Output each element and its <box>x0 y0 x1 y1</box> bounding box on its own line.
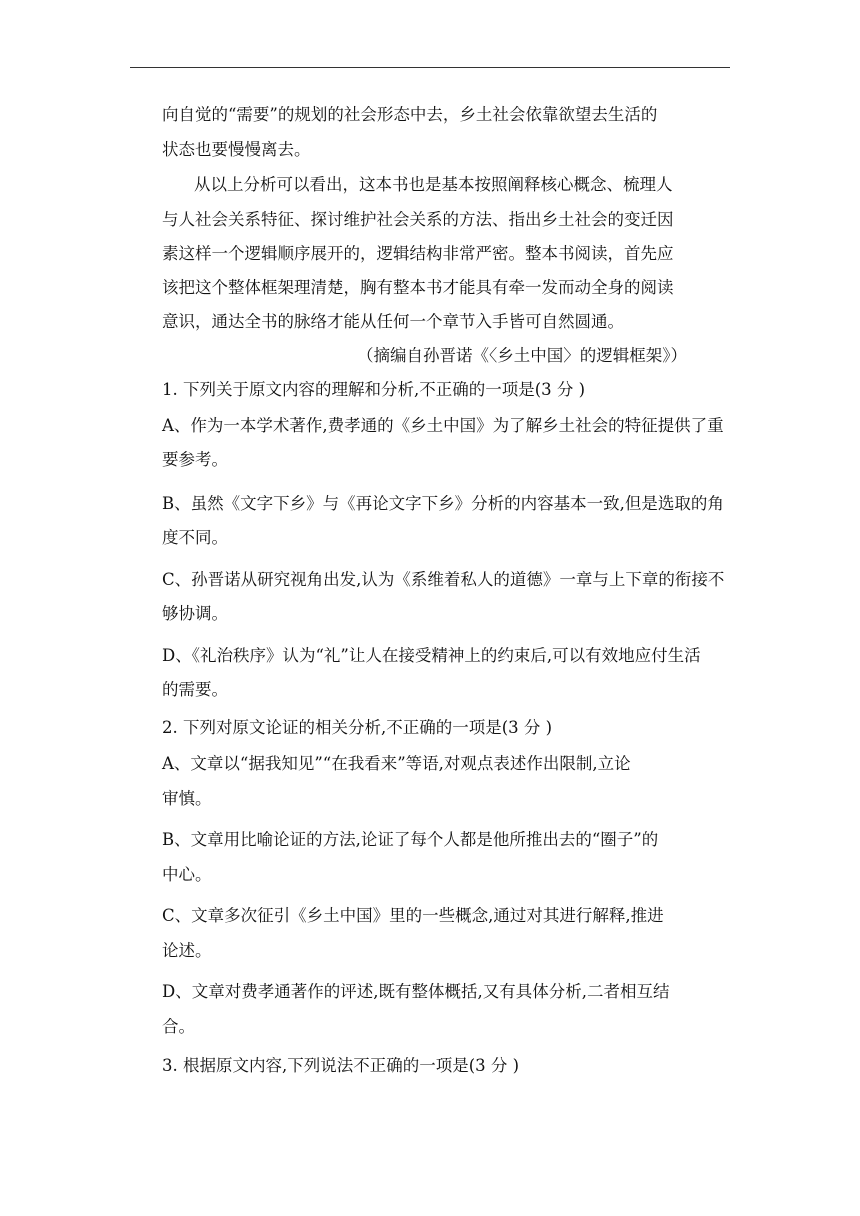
header-rule <box>130 67 730 68</box>
option-b-line: B、虽然《文字下乡》与《再论文字下乡》分析的内容基本一致,但是选取的角 <box>162 494 724 513</box>
paragraph-line: 向自觉的“需要”的规划的社会形态中去，乡土社会依靠欲望去生活的 <box>162 105 658 124</box>
paragraph-line: 该把这个整体框架理清楚，胸有整本书才能具有牵一发而动全身的阅读 <box>162 278 674 297</box>
paragraph-line: 状态也要慢慢离去。 <box>162 140 311 159</box>
option-d-line: D、《礼治秩序》认为“礼”让人在接受精神上的约束后,可以有效地应付生活 <box>162 646 701 665</box>
option-c-line: C、孙晋诺从研究视角出发,认为《系维着私人的道德》一章与上下章的衔接不 <box>162 570 725 589</box>
option-d-line: 的需要。 <box>162 680 228 699</box>
option-b-line: 度不同。 <box>162 528 228 547</box>
paragraph-line: 素这样一个逻辑顺序展开的，逻辑结构非常严密。整本书阅读，首先应 <box>162 244 674 263</box>
option-a-line: A、文章以“据我知见”“在我看来”等语,对观点表述作出限制,立论 <box>162 754 631 773</box>
paragraph-line: 从以上分析可以看出，这本书也是基本按照阐释核心概念、梳理人 <box>194 175 673 194</box>
option-a-line: 审慎。 <box>162 789 212 808</box>
option-c-line: C、文章多次征引《乡土中国》里的一些概念,通过对其进行解释,推进 <box>162 906 664 925</box>
option-d-line: D、文章对费孝通著作的评述,既有整体概括,又有具体分析,二者相互结 <box>162 982 670 1001</box>
option-b-line: 中心。 <box>162 865 212 884</box>
option-a-line: 要参考。 <box>162 450 228 469</box>
option-c-line: 够协调。 <box>162 604 228 623</box>
question-stem: 1. 下列关于原文内容的理解和分析,不正确的一项是(3 分 ) <box>162 380 586 399</box>
source-citation: （摘编自孙晋诺《〈乡土中国〉的逻辑框架》） <box>357 346 687 365</box>
option-d-line: 合。 <box>162 1017 195 1036</box>
option-a-line: A、作为一本学术著作,费孝通的《乡土中国》为了解乡土社会的特征提供了重 <box>162 416 724 435</box>
option-b-line: B、文章用比喻论证的方法,论证了每个人都是他所推出去的“圈子”的 <box>162 830 659 849</box>
paragraph-line: 与人社会关系特征、探讨维护社会关系的方法、指出乡土社会的变迁因 <box>162 210 674 229</box>
question-stem: 3. 根据原文内容,下列说法不正确的一项是(3 分 ) <box>162 1056 520 1075</box>
paragraph-line: 意识，通达全书的脉络才能从任何一个章节入手皆可自然圆通。 <box>162 312 624 331</box>
question-stem: 2. 下列对原文论证的相关分析,不正确的一项是(3 分 ) <box>162 718 553 737</box>
option-c-line: 论述。 <box>162 941 212 960</box>
